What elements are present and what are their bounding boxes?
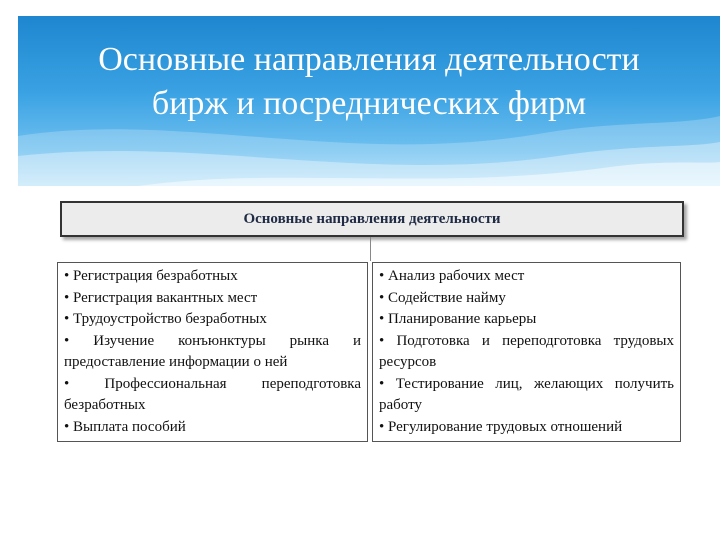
right-item: • Тестирование лиц, желающих получить работу	[379, 375, 674, 413]
right-item: • Регулирование трудовых отношений	[379, 418, 623, 435]
page-title	[18, 38, 720, 126]
right-item: • Подготовка и переподготовка трудовых ресурсов	[379, 332, 674, 370]
right-item: • Содействие найму	[379, 289, 506, 306]
right-item: • Планирование карьеры	[379, 311, 537, 327]
left-item: • Трудоустройство безработных	[64, 311, 267, 327]
right-item: • Анализ рабочих мест	[379, 268, 525, 284]
left-item: • Выплата пособий	[64, 418, 186, 435]
left-column-box	[57, 262, 368, 442]
title-line-2: бирж и посреднических фирм	[151, 85, 587, 122]
left-item: • Регистрация безработных	[64, 268, 238, 284]
left-item: • Регистрация вакантных мест	[64, 289, 258, 306]
left-item: • Профессиональная переподготовка безработных	[64, 375, 361, 413]
title-line-1: Основные направления деятельности	[98, 41, 640, 78]
right-column-box	[372, 262, 681, 442]
connector-line	[370, 237, 371, 261]
left-item: • Изучение конъюнктуры рынка и предоставление информации о ней	[64, 332, 361, 370]
main-heading-box: Основные направления деятельности	[60, 201, 684, 237]
